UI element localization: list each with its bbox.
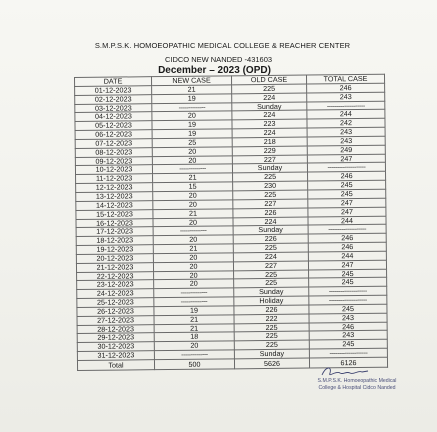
stamp-line-2: College & Hospital Cidco Nanded	[318, 385, 396, 391]
old-case-cell: 225	[233, 172, 308, 182]
new-case-cell: --------------	[154, 297, 234, 307]
date-cell: 01-12-2023	[75, 86, 152, 96]
new-case-cell: 21	[154, 323, 234, 333]
date-cell: 03-12-2023	[75, 103, 152, 113]
date-cell: 29-12-2023	[77, 333, 154, 343]
old-case-cell: 226	[233, 234, 308, 244]
total-case-cell: 243	[309, 331, 387, 341]
report-period: December – 2023 (OPD)	[158, 65, 271, 76]
date-cell: 05-12-2023	[75, 121, 152, 131]
total-case-cell: 243	[307, 92, 385, 102]
old-case-cell: 227	[233, 199, 308, 209]
old-case-cell: 225	[234, 270, 309, 280]
total-case-cell: 245	[308, 180, 386, 190]
old-case-cell: 224	[232, 110, 307, 120]
old-case-cell: Sunday	[234, 287, 309, 297]
total-case-cell: --------------------	[307, 163, 385, 173]
new-case-cell: --------------	[152, 164, 232, 174]
date-cell: 04-12-2023	[75, 112, 152, 122]
column-header-old-case: OLD CASE	[231, 75, 306, 85]
new-case-cell: 21	[153, 173, 233, 183]
total-case-cell: 245	[309, 269, 387, 279]
date-cell: 18-12-2023	[76, 236, 153, 246]
new-case-cell: 20	[154, 270, 234, 280]
total-new-case-cell: 500	[154, 359, 234, 370]
date-cell: 13-12-2023	[76, 192, 153, 202]
date-cell: 22-12-2023	[77, 271, 154, 281]
old-case-cell: Sunday	[232, 163, 307, 173]
new-case-cell: 19	[154, 306, 234, 316]
total-case-cell: 245	[308, 189, 386, 199]
old-case-cell: Sunday	[233, 225, 308, 235]
new-case-cell: 19	[152, 120, 232, 130]
total-case-cell: 243	[307, 136, 385, 146]
old-case-cell: 224	[232, 128, 307, 138]
old-case-cell: 224	[233, 252, 308, 262]
total-case-cell: 244	[307, 110, 385, 120]
total-total-case-cell: 6126	[309, 357, 387, 368]
institution-address: CIDCO NEW NANDED -431603	[164, 55, 273, 64]
date-cell: 21-12-2023	[76, 262, 153, 272]
old-case-cell: 227	[233, 261, 308, 271]
date-cell: 11-12-2023	[76, 174, 153, 184]
new-case-cell: 20	[152, 111, 232, 121]
stamp-line-1: S.M.P.S.K. Homoeopathic Medical	[317, 378, 397, 384]
date-cell: 30-12-2023	[77, 342, 154, 352]
total-case-cell: 244	[308, 251, 386, 261]
date-cell: 28-12-2023	[77, 324, 154, 334]
date-cell: 26-12-2023	[77, 307, 154, 317]
total-case-cell: 243	[307, 127, 385, 137]
total-case-cell: --------------------	[308, 225, 386, 235]
date-cell: 15-12-2023	[76, 209, 153, 219]
total-case-cell: 247	[307, 154, 385, 164]
date-cell: 09-12-2023	[75, 156, 152, 166]
date-cell: 06-12-2023	[75, 130, 152, 140]
date-cell: 08-12-2023	[75, 147, 152, 157]
old-case-cell: 225	[232, 84, 307, 94]
new-case-cell: 19	[152, 94, 232, 104]
total-case-cell: 246	[307, 83, 385, 93]
total-case-cell: --------------------	[307, 101, 385, 111]
date-cell: 02-12-2023	[75, 94, 152, 104]
date-cell: 16-12-2023	[76, 218, 153, 228]
old-case-cell: 225	[233, 190, 308, 200]
new-case-cell: 20	[152, 147, 232, 157]
date-cell: 24-12-2023	[77, 289, 154, 299]
total-case-cell: 245	[309, 340, 387, 350]
old-case-cell: 225	[233, 243, 308, 253]
new-case-cell: 15	[153, 182, 233, 192]
date-cell: 23-12-2023	[77, 280, 154, 290]
old-case-cell: 225	[234, 278, 309, 288]
date-cell: 25-12-2023	[77, 298, 154, 308]
date-cell: 10-12-2023	[75, 165, 152, 175]
new-case-cell: 21	[152, 85, 232, 95]
new-case-cell: 20	[153, 253, 233, 263]
new-case-cell: 18	[154, 332, 234, 342]
new-case-cell: --------------	[152, 102, 232, 112]
old-case-cell: 224	[232, 93, 307, 103]
opd-table	[74, 74, 388, 371]
signature-stamp	[282, 378, 432, 391]
new-case-cell: --------------	[153, 226, 233, 236]
old-case-cell: Sunday	[234, 349, 309, 359]
old-case-cell: 222	[234, 314, 309, 324]
total-case-cell: 244	[308, 216, 386, 226]
total-case-cell: 246	[308, 172, 386, 182]
total-case-cell: 245	[309, 304, 387, 314]
total-old-case-cell: 5626	[234, 358, 309, 369]
total-case-cell: 247	[308, 207, 386, 217]
old-case-cell: 226	[233, 208, 308, 218]
new-case-cell: 20	[152, 155, 232, 165]
date-cell: 19-12-2023	[76, 245, 153, 255]
new-case-cell: 20	[153, 217, 233, 227]
date-cell: 27-12-2023	[77, 315, 154, 325]
old-case-cell: 225	[234, 323, 309, 333]
total-case-cell: 247	[308, 260, 386, 270]
total-case-cell: 247	[308, 198, 386, 208]
new-case-cell: 20	[153, 262, 233, 272]
total-date-cell: Total	[77, 360, 154, 371]
new-case-cell: 21	[153, 244, 233, 254]
total-case-cell: 246	[308, 242, 386, 252]
new-case-cell: 20	[153, 235, 233, 245]
new-case-cell: 25	[152, 138, 232, 148]
date-cell: 14-12-2023	[76, 200, 153, 210]
total-case-cell: 242	[307, 118, 385, 128]
old-case-cell: 227	[232, 155, 307, 165]
old-case-cell: 223	[232, 119, 307, 129]
new-case-cell: 20	[154, 341, 234, 351]
old-case-cell: 225	[234, 340, 309, 350]
institution-title: S.M.P.S.K. HOMOEOPATHIC MEDICAL COLLEGE & REACHER CENTER	[94, 41, 351, 50]
old-case-cell: 218	[232, 137, 307, 147]
new-case-cell: 21	[153, 208, 233, 218]
new-case-cell: --------------	[154, 350, 234, 360]
date-cell: 07-12-2023	[75, 139, 152, 149]
column-header-new-case: NEW CASE	[152, 76, 232, 86]
total-case-cell: 246	[308, 233, 386, 243]
new-case-cell: --------------	[154, 288, 234, 298]
date-cell: 17-12-2023	[76, 227, 153, 237]
column-header-date: DATE	[75, 77, 152, 87]
old-case-cell: 226	[234, 305, 309, 315]
old-case-cell: Holiday	[234, 296, 309, 306]
date-cell: 20-12-2023	[76, 254, 153, 264]
total-case-cell: 249	[307, 145, 385, 155]
old-case-cell: 225	[234, 332, 309, 342]
total-case-cell: --------------------	[309, 348, 387, 358]
new-case-cell: 21	[154, 315, 234, 325]
new-case-cell: 20	[154, 279, 234, 289]
new-case-cell: 20	[153, 191, 233, 201]
old-case-cell: 229	[232, 146, 307, 156]
old-case-cell: Sunday	[232, 102, 307, 112]
total-case-cell: 245	[309, 278, 387, 288]
total-case-cell: 246	[309, 322, 387, 332]
new-case-cell: 20	[153, 200, 233, 210]
old-case-cell: 230	[233, 181, 308, 191]
new-case-cell: 19	[152, 129, 232, 139]
date-cell: 31-12-2023	[77, 351, 154, 361]
date-cell: 12-12-2023	[76, 183, 153, 193]
total-case-cell: --------------------	[309, 295, 387, 305]
total-case-cell: 243	[309, 313, 387, 323]
column-header-total-case: TOTAL CASE	[306, 74, 384, 84]
total-case-cell: --------------------	[309, 286, 387, 296]
old-case-cell: 224	[233, 217, 308, 227]
